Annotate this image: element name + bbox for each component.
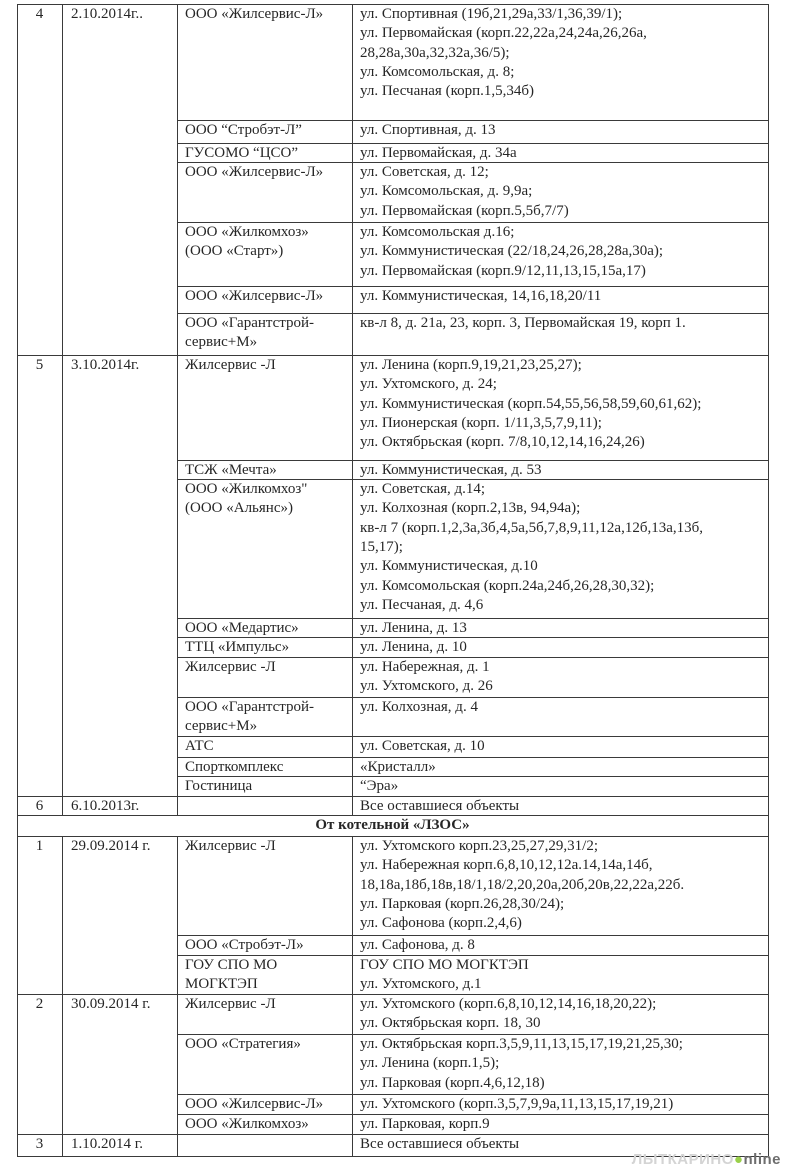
address-line: ул. Спортивная (19б,21,29а,33/1,36,39/1); <box>360 6 623 22</box>
row-rule <box>17 355 768 356</box>
address-line: ул. Парковая, корп.9 <box>360 1116 490 1132</box>
address-line: ул. Комсомольская (корп.24а,24б,26,28,30,32); <box>360 577 655 594</box>
column-rule <box>768 815 769 836</box>
address-line: ул. Первомайская, д. 34а <box>360 145 517 161</box>
row-number: 1 <box>35 838 44 854</box>
column-rule <box>177 4 178 355</box>
address-line: ул. Ленина, д. 10 <box>360 639 467 655</box>
address-line: ул. Комсомольская д.16; <box>360 224 515 240</box>
column-rule <box>352 836 353 994</box>
column-rule <box>352 4 353 355</box>
address-line: ул. Колхозная, д. 4 <box>360 699 478 715</box>
organization-name: ООО «Стробэт-Л» <box>185 937 304 953</box>
address-line: ул. Сафонова (корп.2,4,6) <box>360 915 522 932</box>
row-date: 3.10.2014г. <box>71 357 140 373</box>
organization-name: (ООО «Альянс») <box>185 500 293 517</box>
organization-name: АТС <box>185 738 214 754</box>
row-number: 6 <box>35 798 44 814</box>
address-line: ул. Сафонова, д. 8 <box>360 937 475 953</box>
organization-name: сервис+М» <box>185 334 258 351</box>
row-number: 4 <box>35 6 44 22</box>
address-line: ул. Первомайская (корп.5,5б,7/7) <box>360 202 569 219</box>
organization-name: Жилсервис -Л <box>185 659 276 675</box>
address-line: ул. Коммунистическая (22/18,24,26,28,28а,30а); <box>360 243 664 260</box>
address-line: 15,17); <box>360 538 403 555</box>
address-line: ул. Парковая (корп.4,6,12,18) <box>360 1074 545 1091</box>
row-date: 2.10.2014г.. <box>71 6 143 22</box>
organization-name: Спорткомплекс <box>185 759 284 775</box>
row-date: 1.10.2014 г. <box>71 1136 143 1152</box>
organization-name: ТТЦ «Импульс» <box>185 639 290 655</box>
address-line: Все оставшиеся объекты <box>360 1136 520 1152</box>
column-rule <box>62 1134 63 1156</box>
row-rule <box>17 1134 768 1135</box>
column-rule <box>177 836 178 994</box>
column-rule <box>17 355 18 796</box>
row-rule <box>17 836 768 837</box>
address-line: ул. Ухтомского корп.23,25,27,29,31/2; <box>360 838 598 854</box>
column-rule <box>17 836 18 994</box>
row-number: 3 <box>35 1136 44 1152</box>
address-line: ул. Ухтомского (корп.3,5,7,9,9а,11,13,15,17,19,21) <box>360 1096 674 1112</box>
row-number: 2 <box>35 996 44 1012</box>
address-line: ул. Ухтомского, д.1 <box>360 976 482 993</box>
address-line: ул. Советская, д. 12; <box>360 164 489 180</box>
organization-name: Жилсервис -Л <box>185 838 276 854</box>
address-line: ул. Песчаная, д. 4,6 <box>360 596 484 613</box>
address-line: ул. Ухтомского, д. 26 <box>360 678 493 695</box>
address-line: ул. Парковая (корп.26,28,30/24); <box>360 895 565 912</box>
address-line: кв-л 8, д. 21а, 23, корп. 3, Первомайская 19, корп 1. <box>360 315 686 331</box>
address-line: ул. Первомайская (корп.9/12,11,13,15,15а,17) <box>360 262 646 279</box>
address-line: «Кристалл» <box>360 759 436 775</box>
address-line: ул. Песчаная (корп.1,5,34б) <box>360 83 535 100</box>
row-rule <box>17 796 768 797</box>
address-line: ул. Пионерская (корп. 1/11,3,5,7,9,11); <box>360 414 602 431</box>
address-line: ул. Октябрьская (корп. 7/8,10,12,14,16,24,26) <box>360 434 645 451</box>
address-line: ул. Коммунистическая, д. 53 <box>360 462 542 478</box>
column-rule <box>768 994 769 1134</box>
column-rule <box>768 836 769 994</box>
row-number: 5 <box>35 357 44 373</box>
address-line: ул. Колхозная (корп.2,13в, 94,94а); <box>360 500 581 517</box>
address-line: ул. Ленина (корп.9,19,21,23,25,27); <box>360 357 582 373</box>
address-line: ул. Ухтомского (корп.6,8,10,12,14,16,18,20,22); <box>360 996 657 1012</box>
address-line: ул. Ухтомского, д. 24; <box>360 376 497 393</box>
column-rule <box>352 994 353 1134</box>
column-rule <box>17 994 18 1134</box>
column-rule <box>62 355 63 796</box>
address-line: “Эра» <box>360 778 399 794</box>
address-line: 18,18а,18б,18в,18/1,18/2,20,20а,20б,20в,22,22а,22б. <box>360 876 685 893</box>
row-rule <box>17 815 768 816</box>
organization-name: ООО «Жилсервис-Л» <box>185 288 324 304</box>
address-line: Все оставшиеся объекты <box>360 798 520 814</box>
organization-name: Жилсервис -Л <box>185 996 276 1012</box>
address-line: ул. Спортивная, д. 13 <box>360 122 496 138</box>
address-line: ул. Коммунистическая (корп.54,55,56,58,59,60,61,62); <box>360 395 702 412</box>
address-line: 28,28а,30а,32,32а,36/5); <box>360 44 510 61</box>
address-line: ул. Советская, д.14; <box>360 481 486 497</box>
column-rule <box>62 994 63 1134</box>
column-rule <box>17 4 18 355</box>
address-line: ГОУ СПО МО МОГКТЭП <box>360 957 529 973</box>
organization-name: ООО “Стробэт-Л” <box>185 122 302 138</box>
organization-name: ООО «Гарантстрой- <box>185 699 315 715</box>
column-rule <box>768 355 769 796</box>
organization-name: ООО «Стратегия» <box>185 1036 301 1052</box>
row-date: 30.09.2014 г. <box>71 996 151 1012</box>
address-line: ул. Комсомольская, д. 8; <box>360 63 515 80</box>
organization-name: Жилсервис -Л <box>185 357 276 373</box>
column-rule <box>352 796 353 815</box>
organization-name: ГОУ СПО МО <box>185 957 278 973</box>
address-line: ул. Коммунистическая, 14,16,18,20/11 <box>360 288 602 304</box>
organization-name: ООО «Жилсервис-Л» <box>185 1096 324 1112</box>
address-line: ул. Набережная корп.6,8,10,12,12а.14,14а,14б, <box>360 857 653 874</box>
row-rule <box>17 994 768 995</box>
site-watermark: ЛЫТКАРИНО●nline <box>631 1151 781 1168</box>
address-line: ул. Ленина (корп.1,5); <box>360 1055 500 1072</box>
address-line: ул. Набережная, д. 1 <box>360 659 490 675</box>
organization-name: ООО «Жилсервис-Л» <box>185 6 324 22</box>
organization-name: ООО «Жилкомхоз» <box>185 224 309 240</box>
address-line: ул. Ленина, д. 13 <box>360 620 467 636</box>
section-title: От котельной «ЛЗОС» <box>315 817 470 833</box>
organization-name: ТСЖ «Мечта» <box>185 462 277 478</box>
address-line: ул. Октябрьская корп.3,5,9,11,13,15,17,19,21,25,30; <box>360 1036 683 1052</box>
column-rule <box>177 355 178 796</box>
column-rule <box>177 994 178 1134</box>
organization-name: (ООО «Старт») <box>185 243 284 260</box>
row-date: 6.10.2013г. <box>71 798 140 814</box>
column-rule <box>352 355 353 796</box>
organization-name: ООО «Жилсервис-Л» <box>185 164 324 180</box>
column-rule <box>62 4 63 355</box>
column-rule <box>62 836 63 994</box>
column-rule <box>177 796 178 815</box>
organization-name: сервис+М» <box>185 718 258 735</box>
column-rule <box>768 796 769 815</box>
organization-name: ООО «Гарантстрой- <box>185 315 315 331</box>
address-line: кв-л 7 (корп.1,2,3а,3б,4,5а,5б,7,8,9,11,12а,12б,13а,13б, <box>360 519 704 536</box>
column-rule <box>352 1134 353 1156</box>
row-date: 29.09.2014 г. <box>71 838 151 854</box>
column-rule <box>177 1134 178 1156</box>
organization-name: ООО «Жилкомхоз" <box>185 481 308 497</box>
row-rule <box>177 776 768 777</box>
organization-name: ООО «Медартис» <box>185 620 299 636</box>
organization-name: МОГКТЭП <box>185 976 258 993</box>
address-line: ул. Советская, д. 10 <box>360 738 485 754</box>
column-rule <box>768 4 769 355</box>
address-line: ул. Коммунистическая, д.10 <box>360 558 538 575</box>
row-rule <box>17 4 768 5</box>
address-line: ул. Октябрьская корп. 18, 30 <box>360 1015 541 1032</box>
organization-name: Гостиница <box>185 778 253 794</box>
address-line: ул. Первомайская (корп.22,22а,24,24а,26,26а, <box>360 25 647 42</box>
address-line: ул. Комсомольская, д. 9,9а; <box>360 183 533 200</box>
column-rule <box>62 796 63 815</box>
organization-name: ГУСОМО “ЦСО” <box>185 145 299 161</box>
organization-name: ООО «Жилкомхоз» <box>185 1116 309 1132</box>
